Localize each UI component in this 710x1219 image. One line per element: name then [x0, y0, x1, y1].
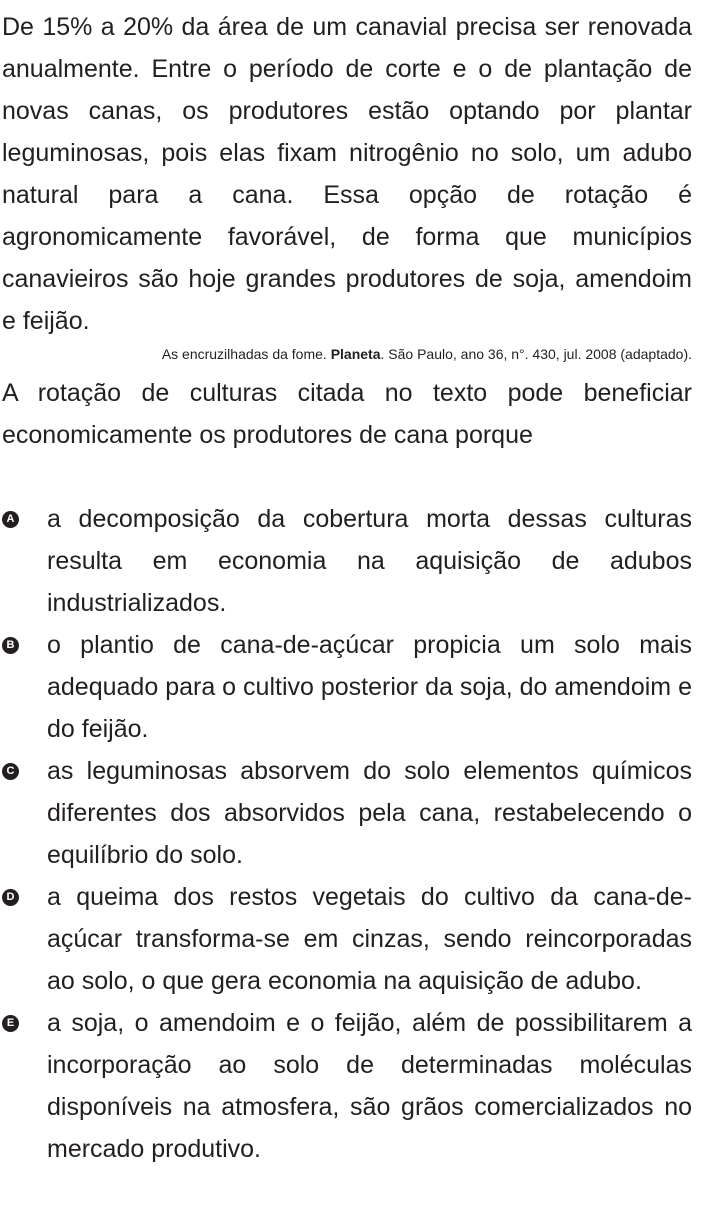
option-c[interactable] [0, 750, 710, 876]
option-b-letter-icon: B [2, 637, 19, 654]
passage-text: De 15% a 20% da área de um canavial precisa ser renovada anualmente. Entre o período de corte e o de plantação de novas canas, os produtores estão optando por plantar leguminosas, pois elas fixam nitrogênio no solo, um adubo natural para a cana. Essa opção de rotação é agronomicamente favorável, de forma que municípios canavieiros são hoje grandes produtores de soja, amendoim e feijão. [2, 13, 692, 335]
option-d[interactable] [0, 876, 710, 1002]
option-d-text: a queima dos restos vegetais do cultivo da cana-de-açúcar transforma-se em cinzas, sendo reincorporadas ao solo, o que gera economia na aquisição de adubo. [47, 883, 692, 995]
option-e[interactable] [0, 1002, 710, 1170]
citation-source: Planeta [330, 346, 381, 362]
option-c-letter-icon: C [2, 763, 19, 780]
option-c-text: as leguminosas absorvem do solo elementos químicos diferentes dos absorvidos pela cana, restabelecendo o equilíbrio do solo. [47, 757, 692, 869]
option-b[interactable] [0, 624, 710, 750]
option-a[interactable] [0, 498, 710, 624]
citation [2, 343, 692, 365]
answer-options [0, 498, 710, 1170]
option-e-letter-icon: E [2, 1015, 19, 1032]
question-stem: A rotação de culturas citada no texto pode beneficiar economicamente os produtores de cana porque [2, 379, 692, 449]
citation-details: . São Paulo, ano 36, n°. 430, jul. 2008 (adaptado). [380, 346, 692, 362]
option-e-text: a soja, o amendoim e o feijão, além de possibilitarem a incorporação ao solo de determinadas moléculas disponíveis na atmosfera, são grãos comercializados no mercado produtivo. [47, 1009, 692, 1163]
citation-title: As encruzilhadas da fome. [161, 346, 331, 362]
option-b-text: o plantio de cana-de-açúcar propicia um solo mais adequado para o cultivo posterior da soja, do amendoim e do feijão. [47, 631, 692, 743]
option-a-letter-icon: A [2, 511, 19, 528]
option-d-letter-icon: D [2, 889, 19, 906]
option-a-text: a decomposição da cobertura morta dessas culturas resulta em economia na aquisição de adubos industrializados. [47, 505, 692, 617]
